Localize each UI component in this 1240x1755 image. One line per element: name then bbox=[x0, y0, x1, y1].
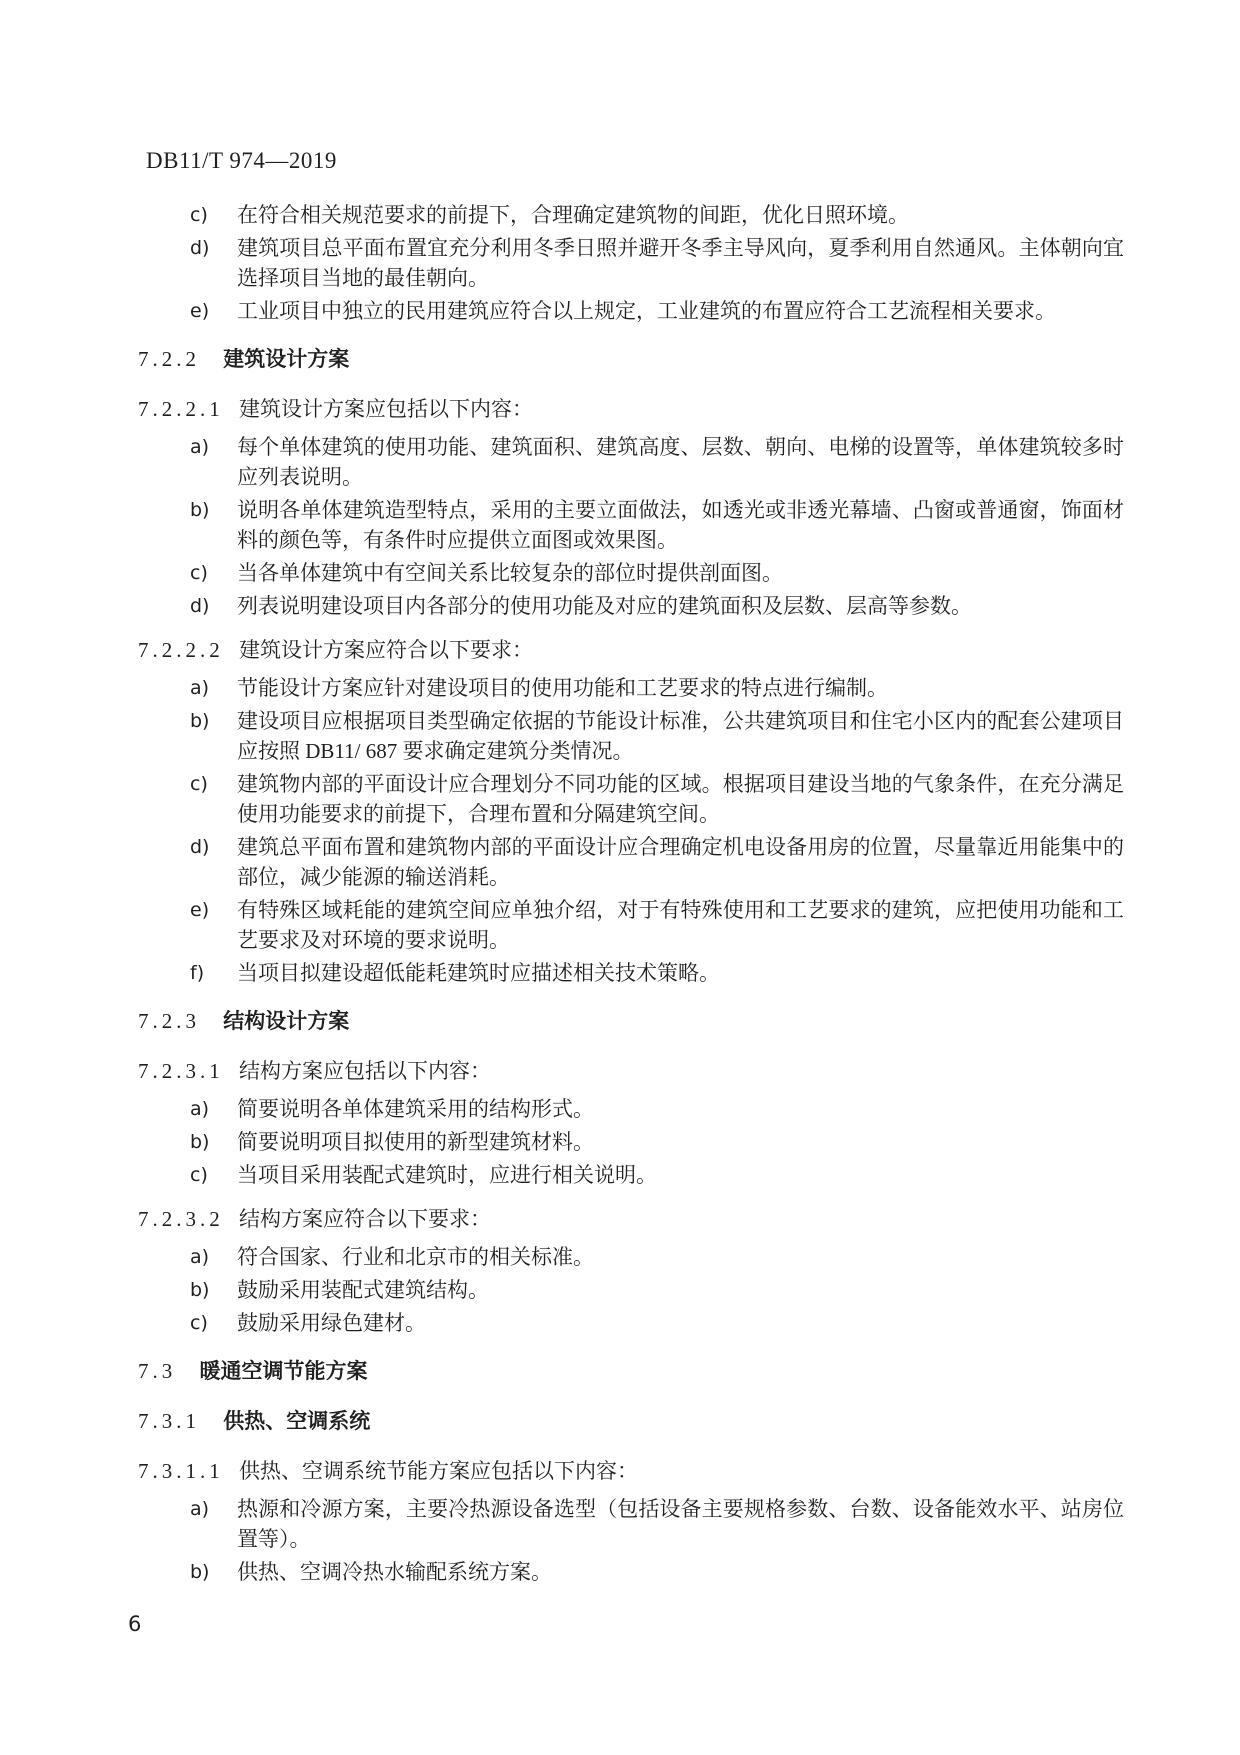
list-item bbox=[138, 1275, 1124, 1305]
clause-text: 建筑设计方案应符合以下要求： bbox=[239, 638, 533, 662]
list-item-text: 在符合相关规范要求的前提下，合理确定建筑物的间距，优化日照环境。 bbox=[237, 203, 909, 227]
list-item bbox=[138, 832, 1124, 892]
clause-text: 供热、空调系统节能方案应包括以下内容： bbox=[239, 1459, 638, 1483]
clause-number: 7.2.2.2 bbox=[138, 638, 224, 662]
section-title: 暖通空调节能方案 bbox=[199, 1359, 368, 1383]
list-item-marker: d) bbox=[190, 836, 210, 858]
heading-7-2-2 bbox=[138, 344, 1124, 374]
list-item-text: 供热、空调冷热水输配系统方案。 bbox=[237, 1560, 552, 1584]
list-item-text: 每个单体建筑的使用功能、建筑面积、建筑高度、层数、朝向、电梯的设置等，单体建筑较多时应列表说明。 bbox=[237, 435, 1124, 489]
list-item-marker: a) bbox=[190, 1098, 210, 1120]
list-item-text: 有特殊区域耗能的建筑空间应单独介绍，对于有特殊使用和工艺要求的建筑，应把使用功能和工艺要求及对环境的要求说明。 bbox=[237, 898, 1124, 952]
list-item bbox=[138, 495, 1124, 555]
list-item-text: 简要说明各单体建筑采用的结构形式。 bbox=[237, 1097, 594, 1121]
list-block-3 bbox=[138, 432, 1124, 621]
list-item bbox=[138, 895, 1124, 955]
clause-text: 建筑设计方案应包括以下内容： bbox=[239, 397, 533, 421]
list-item-marker: b) bbox=[190, 1131, 210, 1153]
heading-7-2-3 bbox=[138, 1006, 1124, 1036]
list-item bbox=[138, 1557, 1124, 1587]
list-item-marker: c) bbox=[190, 204, 208, 226]
list-item-text: 鼓励采用装配式建筑结构。 bbox=[237, 1278, 489, 1302]
list-item-text: 建筑项目总平面布置宜充分利用冬季日照并避开冬季主导风向，夏季利用自然通风。主体朝向宜选择项目当地的最佳朝向。 bbox=[237, 236, 1124, 290]
list-item-text: 工业项目中独立的民用建筑应符合以上规定，工业建筑的布置应符合工艺流程相关要求。 bbox=[237, 299, 1056, 323]
list-item bbox=[138, 1494, 1124, 1554]
list-item bbox=[138, 233, 1124, 293]
section-number: 7.2.3 bbox=[138, 1009, 200, 1033]
list-item bbox=[138, 1160, 1124, 1190]
list-item bbox=[138, 296, 1124, 326]
section-number: 7.3.1 bbox=[138, 1409, 200, 1433]
list-item bbox=[138, 958, 1124, 988]
list-item-text: 当项目拟建设超低能耗建筑时应描述相关技术策略。 bbox=[237, 961, 720, 985]
section-title: 结构设计方案 bbox=[223, 1009, 350, 1033]
list-item bbox=[138, 591, 1124, 621]
list-item-text: 建筑总平面布置和建筑物内部的平面设计应合理确定机电设备用房的位置，尽量靠近用能集中的部位，减少能源的输送消耗。 bbox=[237, 835, 1124, 889]
section-number: 7.2.2 bbox=[138, 347, 200, 371]
list-item-marker: a) bbox=[190, 1246, 210, 1268]
list-block-5 bbox=[138, 673, 1124, 988]
clause-7-3-1-1 bbox=[138, 1456, 1124, 1486]
list-item bbox=[138, 200, 1124, 230]
clause-7-2-2-1 bbox=[138, 394, 1124, 424]
list-item-marker: c) bbox=[190, 1164, 208, 1186]
list-item bbox=[138, 769, 1124, 829]
list-item bbox=[138, 1242, 1124, 1272]
list-item bbox=[138, 673, 1124, 703]
list-item-text: 简要说明项目拟使用的新型建筑材料。 bbox=[237, 1130, 594, 1154]
clause-number: 7.3.1.1 bbox=[138, 1459, 224, 1483]
list-item bbox=[138, 706, 1124, 766]
heading-7-3-1 bbox=[138, 1406, 1124, 1436]
list-item-marker: c) bbox=[190, 1312, 208, 1334]
standard-number-header: DB11/T 974—2019 bbox=[146, 148, 337, 173]
section-title: 建筑设计方案 bbox=[223, 347, 350, 371]
list-item-marker: a) bbox=[190, 436, 210, 458]
clause-7-2-3-2 bbox=[138, 1204, 1124, 1234]
clause-number: 7.2.3.2 bbox=[138, 1207, 224, 1231]
list-item-marker: e) bbox=[190, 300, 210, 322]
list-item bbox=[138, 432, 1124, 492]
list-item-marker: d) bbox=[190, 237, 210, 259]
list-block-14 bbox=[138, 1494, 1124, 1587]
clause-text: 结构方案应包括以下内容： bbox=[239, 1059, 491, 1083]
list-item-marker: b) bbox=[190, 710, 210, 732]
section-title: 供热、空调系统 bbox=[223, 1409, 371, 1433]
list-item-marker: c) bbox=[190, 773, 208, 795]
list-item-text: 符合国家、行业和北京市的相关标准。 bbox=[237, 1245, 594, 1269]
list-item-marker: b) bbox=[190, 1279, 210, 1301]
list-item bbox=[138, 1127, 1124, 1157]
list-item-marker: e) bbox=[190, 899, 210, 921]
list-block-0 bbox=[138, 200, 1124, 326]
list-item-text: 当各单体建筑中有空间关系比较复杂的部位时提供剖面图。 bbox=[237, 561, 783, 585]
list-item-text: 当项目采用装配式建筑时，应进行相关说明。 bbox=[237, 1163, 657, 1187]
list-item-text: 鼓励采用绿色建材。 bbox=[237, 1311, 426, 1335]
list-item bbox=[138, 558, 1124, 588]
list-item-marker: c) bbox=[190, 562, 208, 584]
heading-7-3 bbox=[138, 1356, 1124, 1386]
page-number: 6 bbox=[128, 1612, 142, 1636]
section-number: 7.3 bbox=[138, 1359, 177, 1383]
list-item-text: 列表说明建设项目内各部分的使用功能及对应的建筑面积及层数、层高等参数。 bbox=[237, 594, 972, 618]
list-block-10 bbox=[138, 1242, 1124, 1338]
list-item-marker: f) bbox=[190, 962, 205, 984]
clause-number: 7.2.3.1 bbox=[138, 1059, 224, 1083]
list-item bbox=[138, 1308, 1124, 1338]
list-item bbox=[138, 1094, 1124, 1124]
list-item-marker: a) bbox=[190, 1498, 210, 1520]
list-item-marker: a) bbox=[190, 677, 210, 699]
clause-number: 7.2.2.1 bbox=[138, 397, 224, 421]
list-item-text: 说明各单体建筑造型特点，采用的主要立面做法，如透光或非透光幕墙、凸窗或普通窗，饰面材料的颜色等，有条件时应提供立面图或效果图。 bbox=[237, 498, 1124, 552]
list-item-text: 节能设计方案应针对建设项目的使用功能和工艺要求的特点进行编制。 bbox=[237, 676, 888, 700]
list-item-text: 热源和冷源方案，主要冷热源设备选型（包括设备主要规格参数、台数、设备能效水平、站房位置等）。 bbox=[237, 1497, 1124, 1551]
list-block-8 bbox=[138, 1094, 1124, 1190]
list-item-text: 建筑物内部的平面设计应合理划分不同功能的区域。根据项目建设当地的气象条件，在充分满足使用功能要求的前提下，合理布置和分隔建筑空间。 bbox=[237, 772, 1124, 826]
list-item-marker: b) bbox=[190, 499, 210, 521]
list-item-text: 建设项目应根据项目类型确定依据的节能设计标准，公共建筑项目和住宅小区内的配套公建项目应按照 DB11/ 687 要求确定建筑分类情况。 bbox=[237, 709, 1124, 763]
list-item-marker: d) bbox=[190, 595, 210, 617]
clause-7-2-2-2 bbox=[138, 635, 1124, 665]
clause-7-2-3-1 bbox=[138, 1056, 1124, 1086]
list-item-marker: b) bbox=[190, 1561, 210, 1583]
document-content bbox=[138, 200, 1124, 1590]
clause-text: 结构方案应符合以下要求： bbox=[239, 1207, 491, 1231]
